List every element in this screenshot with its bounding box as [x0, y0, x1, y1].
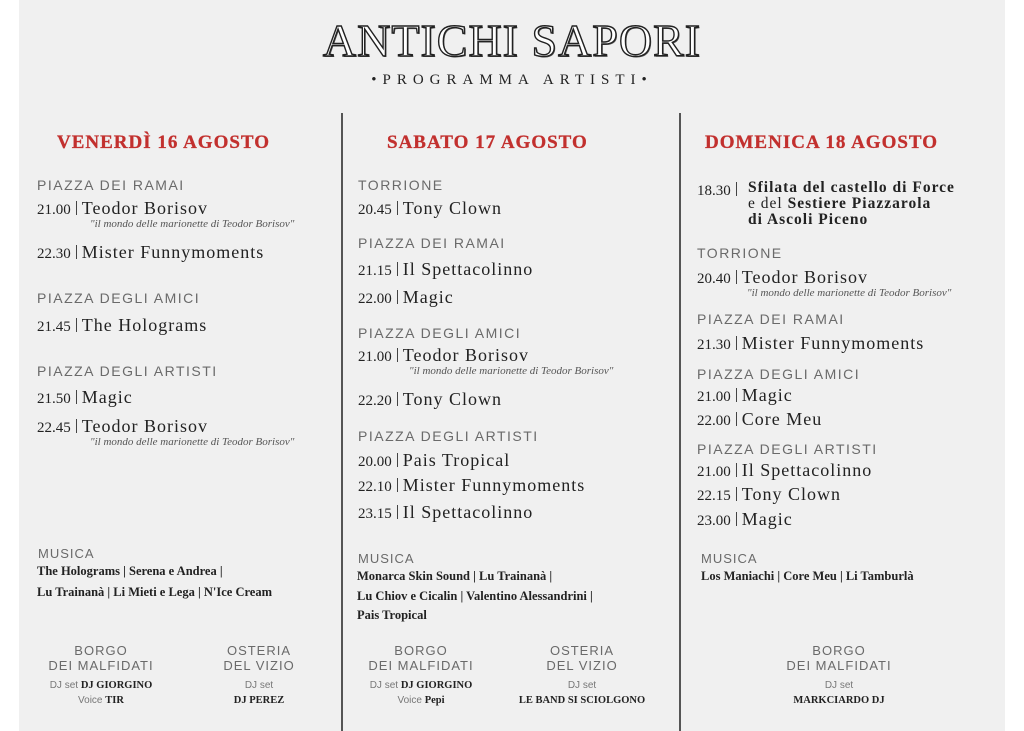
- event-row: [358, 450, 510, 471]
- day-heading: SABATO 17 AGOSTO: [387, 132, 588, 153]
- place-heading: PIAZZA DEGLI AMICI: [37, 290, 201, 306]
- venue-name-line: OSTERIA: [226, 643, 292, 658]
- venue-dj: [31, 680, 171, 691]
- voice-value: TIR: [105, 695, 124, 706]
- event-artist: Mister Funnymoments: [81, 242, 265, 262]
- event-artist: Mister Funnymoments: [741, 333, 925, 353]
- event-artist: Il Spettacolinno: [402, 259, 534, 279]
- event-artist: Magic: [402, 287, 454, 307]
- venue-name-line: BORGO: [812, 643, 866, 658]
- event-row: [37, 315, 207, 336]
- event-line: Sfilata del castello di Force: [748, 179, 955, 196]
- event-artist: The Holograms: [81, 315, 208, 335]
- separator: [736, 487, 737, 501]
- event-time: 23.00: [697, 513, 731, 529]
- event-artist: Magic: [741, 509, 793, 529]
- venue-name: [532, 643, 632, 673]
- event-artist: Il Spettacolinno: [741, 460, 873, 480]
- separator: [736, 388, 737, 402]
- event-time: 18.30: [697, 183, 731, 199]
- event-row: [697, 385, 793, 406]
- venue-dj-name: [769, 695, 909, 706]
- event-artist: Tony Clown: [741, 484, 841, 504]
- event-row: [358, 345, 529, 366]
- event-row: [697, 409, 822, 430]
- event-time: 22.15: [697, 488, 731, 504]
- event-row: [37, 387, 133, 408]
- event-time: 20.40: [697, 271, 731, 287]
- event-time: 21.15: [358, 263, 392, 279]
- event-row: [697, 180, 742, 200]
- separator: [397, 478, 398, 492]
- event-time: 22.00: [358, 291, 392, 307]
- dj-value: LE BAND SI SCIOLGONO: [518, 695, 646, 706]
- separator: [397, 290, 398, 304]
- event-time: 22.00: [697, 413, 731, 429]
- day-heading: VENERDÌ 16 AGOSTO: [57, 132, 271, 153]
- event-time: 21.00: [37, 202, 71, 218]
- event-time: 23.15: [358, 506, 392, 522]
- separator: [76, 201, 77, 215]
- music-heading: MUSICA: [38, 546, 95, 561]
- voice-label: Voice: [397, 695, 422, 706]
- music-line: Lu Trainanà | Li Mieti e Lega | N'Ice Cream: [37, 585, 272, 599]
- separator: [736, 512, 737, 526]
- separator: [736, 182, 737, 196]
- separator: [76, 245, 77, 259]
- separator: [397, 262, 398, 276]
- venue-dj-name: [502, 695, 662, 706]
- separator: [736, 412, 737, 426]
- event-time: 22.30: [37, 246, 71, 262]
- separator: [736, 270, 737, 284]
- place-heading: PIAZZA DEI RAMAI: [697, 311, 845, 327]
- event-artist: Tony Clown: [402, 389, 502, 409]
- event-time: 20.45: [358, 202, 392, 218]
- event-note: "il mondo delle marionette di Teodor Borisov": [409, 365, 614, 377]
- poster: [19, 0, 1005, 731]
- music-line: Pais Tropical: [357, 608, 427, 622]
- music-line: Lu Chiov e Cicalin | Valentino Alessandrini |: [357, 589, 593, 603]
- event-artist: Il Spettacolinno: [402, 502, 534, 522]
- event-time: 22.45: [37, 420, 71, 436]
- page-subtitle: •PROGRAMMA ARTISTI•: [371, 72, 653, 88]
- event-line: di Ascoli Piceno: [748, 211, 869, 228]
- separator: [736, 463, 737, 477]
- venue-name-line: DEI MALFIDATI: [786, 658, 892, 673]
- event-artist: Teodor Borisov: [402, 345, 529, 365]
- separator: [397, 348, 398, 362]
- event-time: 20.00: [358, 454, 392, 470]
- event-time: 21.00: [697, 389, 731, 405]
- venue-dj: DJ set: [567, 680, 597, 691]
- event-artist: Magic: [81, 387, 133, 407]
- place-heading: PIAZZA DEGLI AMICI: [697, 366, 861, 382]
- event-row: [37, 242, 264, 263]
- event-artist: Teodor Borisov: [81, 416, 208, 436]
- event-artist: Pais Tropical: [402, 450, 511, 470]
- event-row: [697, 509, 793, 530]
- place-heading: PIAZZA DEGLI ARTISTI: [697, 441, 878, 457]
- event-row: [697, 267, 868, 288]
- separator: [397, 392, 398, 406]
- event-time: 21.30: [697, 337, 731, 353]
- music-line: The Holograms | Serena e Andrea |: [37, 564, 223, 578]
- event-row: [358, 389, 502, 410]
- event-artist: Magic: [741, 385, 793, 405]
- venue-name: [779, 643, 899, 673]
- event-note: "il mondo delle marionette di Teodor Borisov": [90, 436, 295, 448]
- venue-name-line: DEL VIZIO: [546, 658, 618, 673]
- separator: [76, 419, 77, 433]
- event-artist: Tony Clown: [402, 198, 502, 218]
- event-line-part: e del: [748, 195, 783, 212]
- dj-label: DJ set: [369, 680, 399, 691]
- venue-name: [219, 643, 299, 673]
- separator: [397, 201, 398, 215]
- event-line: [748, 196, 955, 212]
- venue-name-line: DEI MALFIDATI: [368, 658, 474, 673]
- event-time: 21.00: [697, 464, 731, 480]
- event-row: [37, 198, 208, 219]
- event-row: [358, 259, 533, 280]
- venue-voice: [351, 695, 491, 706]
- event-artist: Teodor Borisov: [81, 198, 208, 218]
- venue-dj: DJ set: [244, 680, 274, 691]
- event-note: "il mondo delle marionette di Teodor Borisov": [90, 218, 295, 230]
- event-artist: [748, 180, 955, 228]
- music-line: Los Maniachi | Core Meu | Li Tamburlà: [701, 569, 914, 583]
- voice-label: Voice: [78, 695, 103, 706]
- venue-name-line: OSTERIA: [549, 643, 615, 658]
- venue-name-line: DEL VIZIO: [223, 658, 295, 673]
- venue-name-line: BORGO: [394, 643, 448, 658]
- separator: [76, 318, 77, 332]
- event-row: [358, 198, 502, 219]
- place-heading: PIAZZA DEI RAMAI: [37, 177, 185, 193]
- venue-name: [361, 643, 481, 673]
- place-heading: PIAZZA DEGLI ARTISTI: [358, 428, 539, 444]
- event-time: 22.10: [358, 479, 392, 495]
- separator: [397, 453, 398, 467]
- dj-value: MARKCIARDO DJ: [793, 695, 885, 706]
- event-time: 22.20: [358, 393, 392, 409]
- day-heading: DOMENICA 18 AGOSTO: [705, 132, 939, 153]
- venue-name-line: DEI MALFIDATI: [48, 658, 154, 673]
- separator: [736, 336, 737, 350]
- column-divider: [679, 113, 681, 731]
- event-row: [697, 333, 924, 354]
- dj-value: DJ GIORGINO: [400, 680, 473, 691]
- venue-dj: DJ set: [824, 680, 854, 691]
- event-row: [358, 287, 454, 308]
- venue-voice: [31, 695, 171, 706]
- place-heading: TORRIONE: [697, 245, 783, 261]
- event-time: 21.00: [358, 349, 392, 365]
- event-artist: Mister Funnymoments: [402, 475, 586, 495]
- column-divider: [341, 113, 343, 731]
- event-time: 21.50: [37, 391, 71, 407]
- music-line: Monarca Skin Sound | Lu Trainanà |: [357, 569, 553, 583]
- event-row: [358, 475, 585, 496]
- event-line-part: Sestiere Piazzarola: [787, 195, 932, 212]
- dj-value: DJ GIORGINO: [80, 680, 153, 691]
- venue-dj-name: [209, 695, 309, 706]
- event-row: [697, 460, 872, 481]
- music-heading: MUSICA: [701, 551, 758, 566]
- voice-value: Pepi: [424, 695, 445, 706]
- event-row: [358, 502, 533, 523]
- place-heading: PIAZZA DEGLI AMICI: [358, 325, 522, 341]
- separator: [397, 505, 398, 519]
- page-title: ANTICHI SAPORI: [322, 15, 702, 66]
- event-artist: Core Meu: [741, 409, 823, 429]
- event-row: [697, 484, 841, 505]
- venue-name: [41, 643, 161, 673]
- event-row: [37, 416, 208, 437]
- event-time: 21.45: [37, 319, 71, 335]
- dj-label: DJ set: [49, 680, 79, 691]
- place-heading: PIAZZA DEGLI ARTISTI: [37, 363, 218, 379]
- place-heading: PIAZZA DEI RAMAI: [358, 235, 506, 251]
- music-heading: MUSICA: [358, 551, 415, 566]
- dj-value: DJ PEREZ: [233, 695, 285, 706]
- venue-name-line: BORGO: [74, 643, 128, 658]
- separator: [76, 390, 77, 404]
- place-heading: TORRIONE: [358, 177, 444, 193]
- venue-dj: [351, 680, 491, 691]
- event-note: "il mondo delle marionette di Teodor Borisov": [747, 287, 952, 299]
- event-artist: Teodor Borisov: [741, 267, 868, 287]
